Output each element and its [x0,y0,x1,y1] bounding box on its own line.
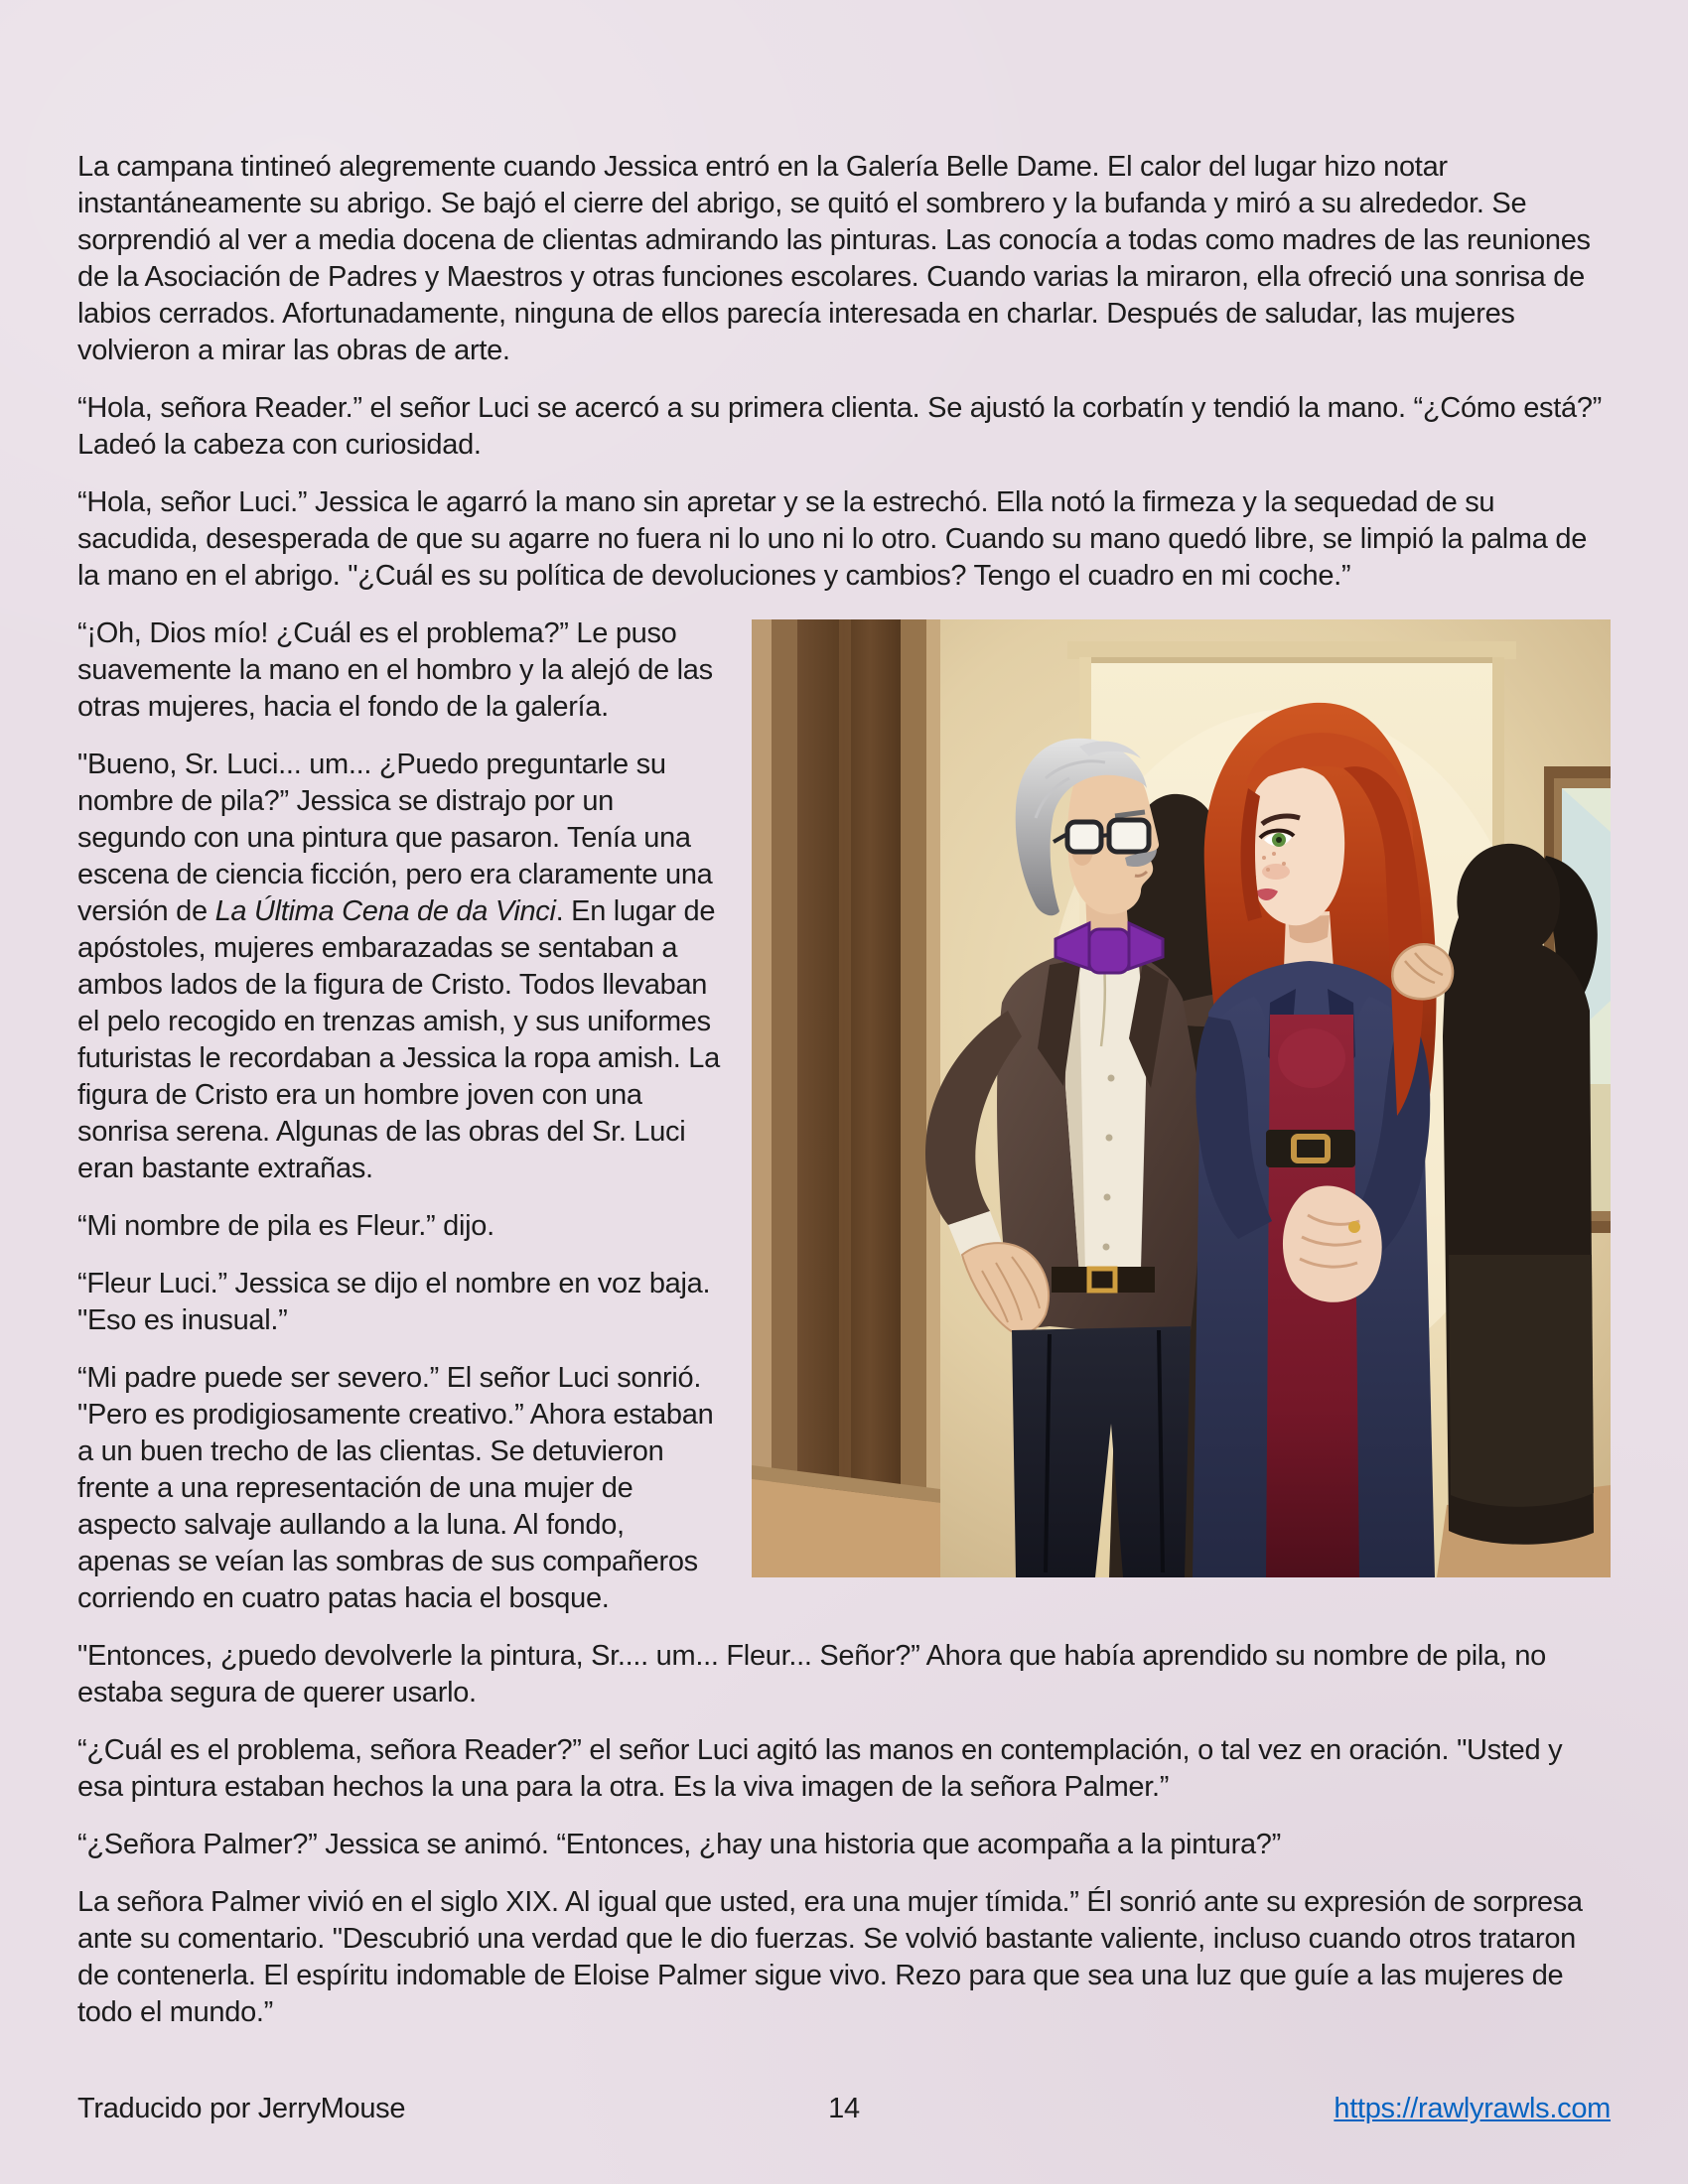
page-footer [77,2091,1611,2127]
paragraph-3: “Hola, señor Luci.” Jessica le agarró la mano sin apretar y se la estrechó. Ella notó la firmeza y la sequedad de su sacudida, desesperada de que su agarre no fuera ni lo uno ni lo otro. Cuando su mano quedó libre, se limpió la palma de la mano en el abrigo. "¿Cuál es su política de devoluciones y cambios? Tengo el cuadro en mi coche.” [77,486,1588,592]
paragraph-11: “¿Señora Palmer?” Jessica se animó. “Entonces, ¿hay una historia que acompaña a la pintura?” [77,1829,1281,1860]
paragraph-9: "Entonces, ¿puedo devolverle la pintura, Sr.... um... Fleur... Señor?” Ahora que había aprendido su nombre de pila, no estaba segura de querer usarlo. [77,1640,1546,1708]
site-link[interactable]: https://rawlyrawls.com [1334,2093,1612,2124]
jessica-figure [1193,703,1437,1577]
paragraph-12: La señora Palmer vivió en el siglo XIX. Al igual que usted, era una mujer tímida.” Él sonrió ante su expresión de sorpresa ante su comentario. "Descubrió una verdad que le dio fuerzas. Se volvió bastante valiente, incluso cuando otros trataron de contenerla. El espíritu indomable de Eloise Palmer sigue vivo. Rezo para que sea una luz que guíe a las mujeres de todo el mundo.” [77,1886,1583,2028]
story-text [77,149,1611,2052]
story-illustration [752,619,1611,1577]
paragraph-2: “Hola, señora Reader.” el señor Luci se acercó a su primera clienta. Se ajustó la corbatín y tendió la mano. “¿Cómo está?” Ladeó la cabeza con curiosidad. [77,392,1603,461]
painting-title-italic: La Última Cena de da Vinci [214,895,556,927]
paragraph-1: La campana tintineó alegremente cuando Jessica entró en la Galería Belle Dame. El calor del lugar hizo notar instantáneamente su abrigo. Se bajó el cierre del abrigo, se quitó el sombrero y la bufanda y miró a su alrededor. Se sorprendió al ver a media docena de clientas admirando las pinturas. Las conocía a todas como madres de las reuniones de la Asociación de Padres y Maestros y otras funciones escolares. Cuando varias la miraron, ella ofreció una sonrisa de labios cerrados. Afortunadamente, ninguna de ellos parecía interesada en charlar. Después de saludar, las mujeres volvieron a mirar las obras de arte. [77,151,1591,366]
paragraph-5-text-after: . En lugar de apóstoles, mujeres embarazadas se sentaban a ambos lados de la figura de Cristo. Todos llevaban el pelo recogido en trenzas amish, y sus uniformes futuristas le recordaban a Jessica la ropa amish. La figura de Cristo era un hombre joven con una sonrisa serena. Algunas de las obras del Sr. Luci eran bastante extrañas. [77,895,720,1184]
paragraph-5-text: "Bueno, Sr. Luci... um... ¿Puedo preguntarle su nombre de pila?” Jessica se distrajo por un segundo con una pintura que pasaron. Tenía una escena de ciencia ficción, pero era claramente una versión de [77,749,713,927]
paragraph-8: “Mi padre puede ser severo.” El señor Luci sonrió. "Pero es prodigiosamente creativo.” Ahora estaban a un buen trecho de las clientas. Se detuvieron frente a una representación de una mujer de aspecto salvaje aullando a la luna. Al fondo, apenas se veían las sombras de sus compañeros corriendo en cuatro patas hacia el bosque. [77,1362,714,1614]
paragraph-7: “Fleur Luci.” Jessica se dijo el nombre en voz baja. "Eso es inusual.” [77,1268,711,1336]
paragraph-4: “¡Oh, Dios mío! ¿Cuál es el problema?” Le puso suavemente la mano en el hombro y la alejó de las otras mujeres, hacia el fondo de la galería. [77,617,713,723]
glasses [1054,820,1149,852]
silhouette-right [1437,844,1611,1577]
hand-on-shoulder [1392,944,1453,999]
paragraph-10: “¿Cuál es el problema, señora Reader?” el señor Luci agitó las manos en contemplación, o tal vez en oración. "Usted y esa pintura estaban hechos la una para la otra. Es la viva imagen de la señora Palmer.” [77,1734,1563,1803]
translator-credit: Traducido por JerryMouse [77,2093,406,2124]
page-number: 14 [828,2093,860,2124]
wooden-door [752,619,940,1577]
paragraph-6: “Mi nombre de pila es Fleur.” dijo. [77,1210,494,1242]
